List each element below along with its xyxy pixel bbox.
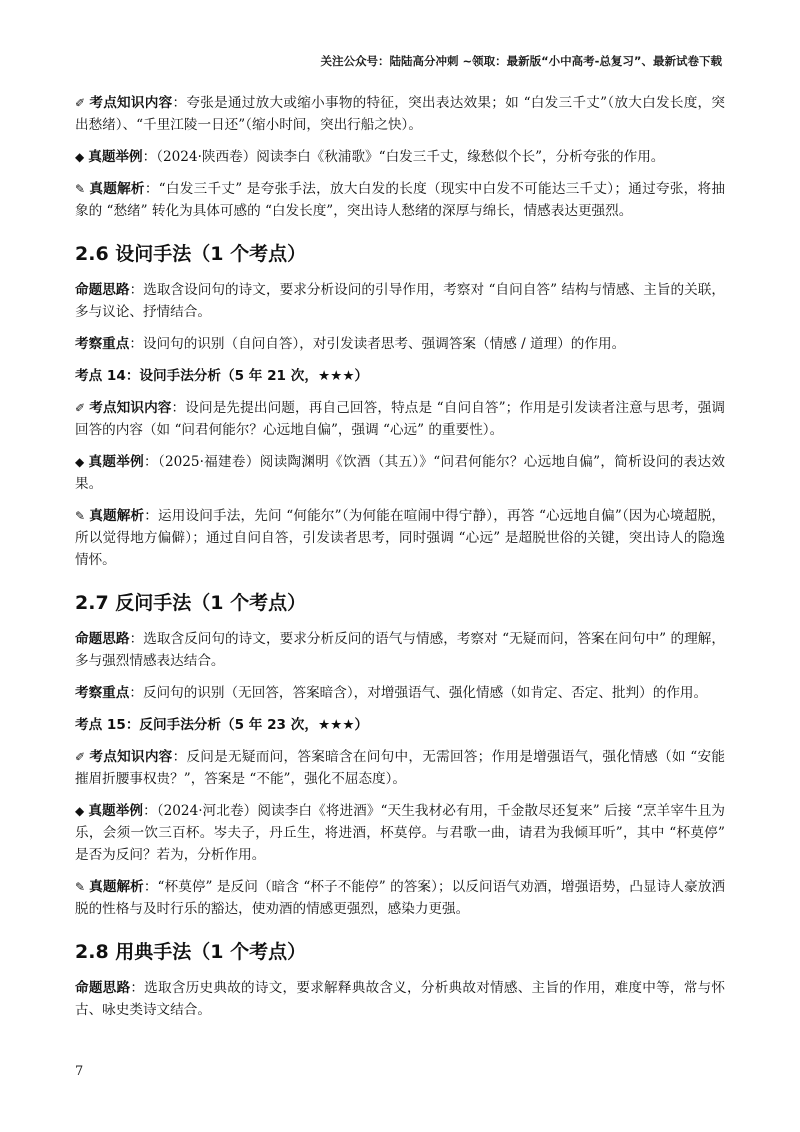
pen-icon: ✎ [75,509,86,523]
focus-text: ：反问句的识别（无回答，答案暗含），对增强语气、强化情感（如肯定、否定、批判）的作用。 [129,685,708,701]
idea-text: ：选取含设问句的诗文，要求分析设问的引导作用，考察对 “自问自答” 结构与情感、主旨的关联，多与议论、抒情结合。 [75,282,726,320]
knowledge-label: 考点知识内容 [89,400,172,416]
diamond-icon: ◆ [75,455,85,469]
focus-paragraph [75,333,725,355]
example-label: 真题举例 [88,149,143,165]
analysis-paragraph [75,505,725,571]
example-paragraph [75,451,725,495]
focus-paragraph [75,682,725,704]
idea-paragraph [75,977,725,1021]
example-text: ：（2024·河北卷）阅读李白《将进酒》“天生我材必有用，千金散尽还复来” 后接 “烹羊宰牛且为乐，会须一饮三百杯。岑夫子，丹丘生，将进酒，杯莫停。与君歌一曲，请君为我倾耳听”，其中 “杯莫停” 是否为反问？若为，分析作用。 [75,803,725,863]
knowledge-paragraph [75,92,725,136]
page-number: 7 [75,1064,84,1079]
idea-paragraph [75,279,725,323]
analysis-paragraph [75,876,725,920]
analysis-text: ：运用设问手法，先问 “何能尔”（为何能在喧闹中得宁静），再答 “心远地自偏”（因为心境超脱，所以觉得地方偏僻）；通过自问自答，引发读者思考，同时强调 “心远” 是超脱世俗的关键，突出诗人的隐逸情怀。 [75,508,726,568]
section-heading-2-7: 2.7 反问手法（1 个考点） [75,592,307,614]
analysis-text: ：“白发三千丈” 是夸张手法，放大白发的长度（现实中白发不可能达三千丈）；通过夸张，将抽象的 “愁绪” 转化为具体可感的 “白发长度”，突出诗人愁绪的深厚与绵长，情感表达更强烈。 [75,181,726,219]
idea-label: 命题思路 [75,282,130,298]
example-paragraph [75,146,725,168]
section-heading-2-8: 2.8 用典手法（1 个考点） [75,941,307,963]
page-content [75,92,725,1031]
analysis-label: 真题解析 [89,879,144,895]
knowledge-paragraph [75,397,725,441]
analysis-label: 真题解析 [89,508,145,524]
diamond-icon: ◆ [75,150,85,164]
pen-icon: ✎ [75,182,86,196]
idea-text: ：选取含反问句的诗文，要求分析反问的语气与情感，考察对 “无疑而问，答案在问句中” 的理解，多与强烈情感表达结合。 [75,631,726,669]
example-label: 真题举例 [88,454,145,470]
example-label: 真题举例 [88,803,144,819]
idea-paragraph [75,628,725,672]
knowledge-text: ：设问是先提出问题，再自己回答，特点是 “自问自答”；作用是引发读者注意与思考，强调回答的内容（如 “问君何能尔？心远地自偏”，强调 “心远” 的重要性）。 [75,400,726,438]
focus-text: ：设问句的识别（自问自答），对引发读者思考、强调答案（情感 / 道理）的作用。 [129,336,626,352]
diamond-icon: ◆ [75,804,85,818]
section-heading-2-6: 2.6 设问手法（1 个考点） [75,243,307,265]
knowledge-label: 考点知识内容 [89,749,173,765]
focus-label: 考察重点 [75,336,130,352]
point-heading-15: 考点 15：反问手法分析（5 年 23 次，★★★） [75,717,369,733]
example-paragraph [75,800,725,866]
idea-label: 命题思路 [75,631,130,647]
knowledge-text: ：反问是无疑而问，答案暗含在问句中，无需回答；作用是增强语气，强化情感（如 “安能摧眉折腰事权贵？”，答案是 “不能”，强化不屈态度）。 [75,749,725,787]
idea-text: ：选取含历史典故的诗文，要求解释典故含义，分析典故对情感、主旨的作用，难度中等，常与怀古、咏史类诗文结合。 [75,980,726,1018]
pen-icon: ✎ [75,880,86,894]
pencil-icon: ✐ [75,750,86,764]
analysis-label: 真题解析 [89,181,145,197]
page-header: 关注公众号：陆陆高分冲刺 ~领取：最新版“小中高考-总复习”、最新试卷下载 [320,54,722,68]
analysis-paragraph [75,178,725,222]
pencil-icon: ✐ [75,96,86,110]
knowledge-text: ：夸张是通过放大或缩小事物的特征，突出表达效果；如 “白发三千丈”（放大白发长度，突出愁绪）、“千里江陵一日还”（缩小时间，突出行船之快）。 [75,95,726,133]
focus-label: 考察重点 [75,685,130,701]
analysis-text: ：“杯莫停” 是反问（暗含 “杯子不能停” 的答案）；以反问语气劝酒，增强语势，凸显诗人豪放洒脱的性格与及时行乐的豁达，使劝酒的情感更强烈，感染力更强。 [75,879,726,917]
knowledge-label: 考点知识内容 [89,95,173,111]
pencil-icon: ✐ [75,401,86,415]
knowledge-paragraph [75,746,725,790]
point-heading-14: 考点 14：设问手法分析（5 年 21 次，★★★） [75,368,369,384]
example-text: ：（2025·福建卷）阅读陶渊明《饮酒（其五）》“问君何能尔？心远地自偏”，简析设问的表达效果。 [75,454,726,492]
example-text: ：（2024·陕西卷）阅读李白《秋浦歌》“白发三千丈，缘愁似个长”，分析夸张的作用。 [142,149,665,165]
idea-label: 命题思路 [75,980,131,996]
